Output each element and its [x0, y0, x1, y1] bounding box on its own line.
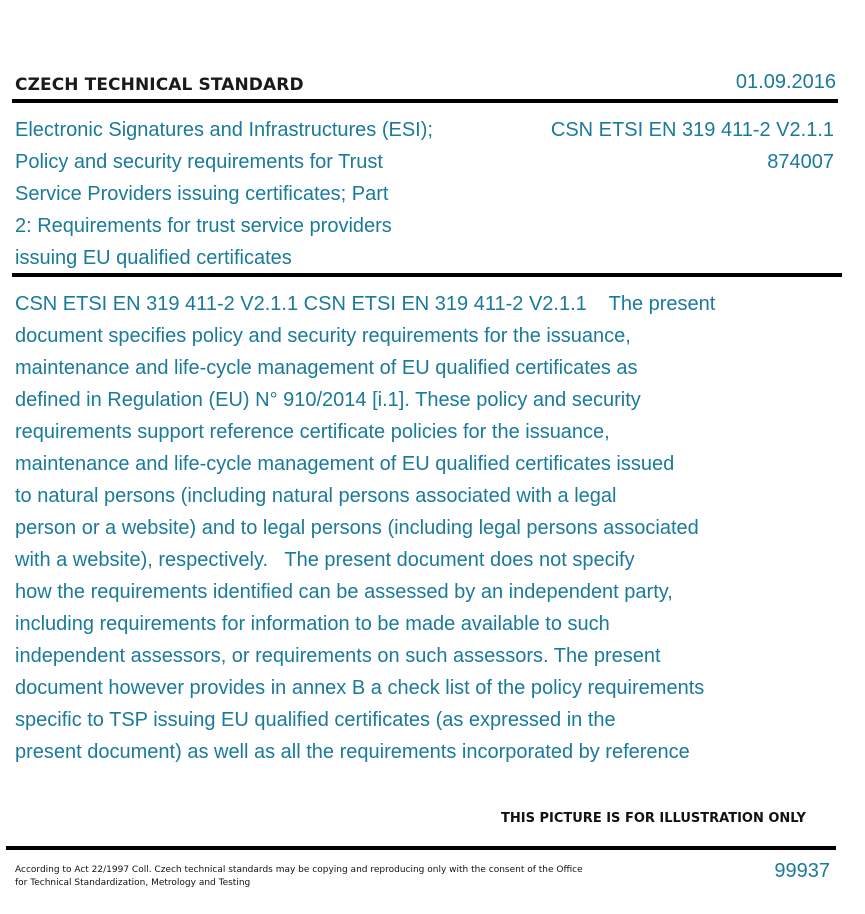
- footer-legal-note: [15, 864, 615, 890]
- abstract-line: document however provides in annex B a check list of the policy requirements: [15, 677, 705, 699]
- illustration-note: THIS PICTURE IS FOR ILLUSTRATION ONLY: [501, 811, 806, 826]
- abstract-line: document specifies policy and security requirements for the issuance,: [15, 325, 631, 347]
- footer-code: 99937: [774, 860, 830, 882]
- abstract-line: maintenance and life-cycle management of EU qualified certificates as: [15, 357, 638, 379]
- footer-legal-line: for Technical Standardization, Metrology and Testing: [15, 878, 251, 888]
- abstract-line: requirements support reference certificate policies for the issuance,: [15, 421, 610, 443]
- document-title: [15, 114, 485, 274]
- abstract-line: how the requirements identified can be assessed by an independent party,: [15, 581, 673, 603]
- abstract-line: defined in Regulation (EU) N° 910/2014 [i.1]. These policy and security: [15, 389, 641, 411]
- document-title-line: Electronic Signatures and Infrastructures (ESI);: [15, 119, 433, 141]
- abstract-line: specific to TSP issuing EU qualified certificates (as expressed in the: [15, 709, 616, 731]
- document-title-line: issuing EU qualified certificates: [15, 247, 292, 269]
- abstract-text: [15, 288, 845, 768]
- document-title-line: 2: Requirements for trust service providers: [15, 215, 392, 237]
- header-date: 01.09.2016: [735, 71, 836, 93]
- abstract-line: CSN ETSI EN 319 411-2 V2.1.1 CSN ETSI EN 319 411-2 V2.1.1 The present: [15, 293, 716, 315]
- footer-legal-line: According to Act 22/1997 Coll. Czech technical standards may be copying and reproducing only with the consent of the Office: [15, 865, 583, 875]
- footer-rule: [6, 846, 836, 850]
- abstract-line: present document) as well as all the requirements incorporated by reference: [15, 741, 690, 763]
- title-rule: [12, 273, 842, 277]
- abstract-line: person or a website) and to legal persons (including legal persons associated: [15, 517, 699, 539]
- abstract-line: independent assessors, or requirements on such assessors. The present: [15, 645, 661, 667]
- abstract-line: including requirements for information to be made available to such: [15, 613, 610, 635]
- abstract-line: maintenance and life-cycle management of EU qualified certificates issued: [15, 453, 675, 475]
- document-title-line: Service Providers issuing certificates; Part: [15, 183, 389, 205]
- catalog-number: 874007: [767, 151, 834, 173]
- document-title-line: Policy and security requirements for Trust: [15, 151, 383, 173]
- standard-number: CSN ETSI EN 319 411-2 V2.1.1: [550, 119, 834, 141]
- header-rule: [12, 99, 838, 103]
- abstract-line: with a website), respectively. The present document does not specify: [15, 549, 635, 571]
- header-title: CZECH TECHNICAL STANDARD: [15, 75, 304, 95]
- standard-identifiers: [504, 114, 834, 178]
- abstract-line: to natural persons (including natural persons associated with a legal: [15, 485, 617, 507]
